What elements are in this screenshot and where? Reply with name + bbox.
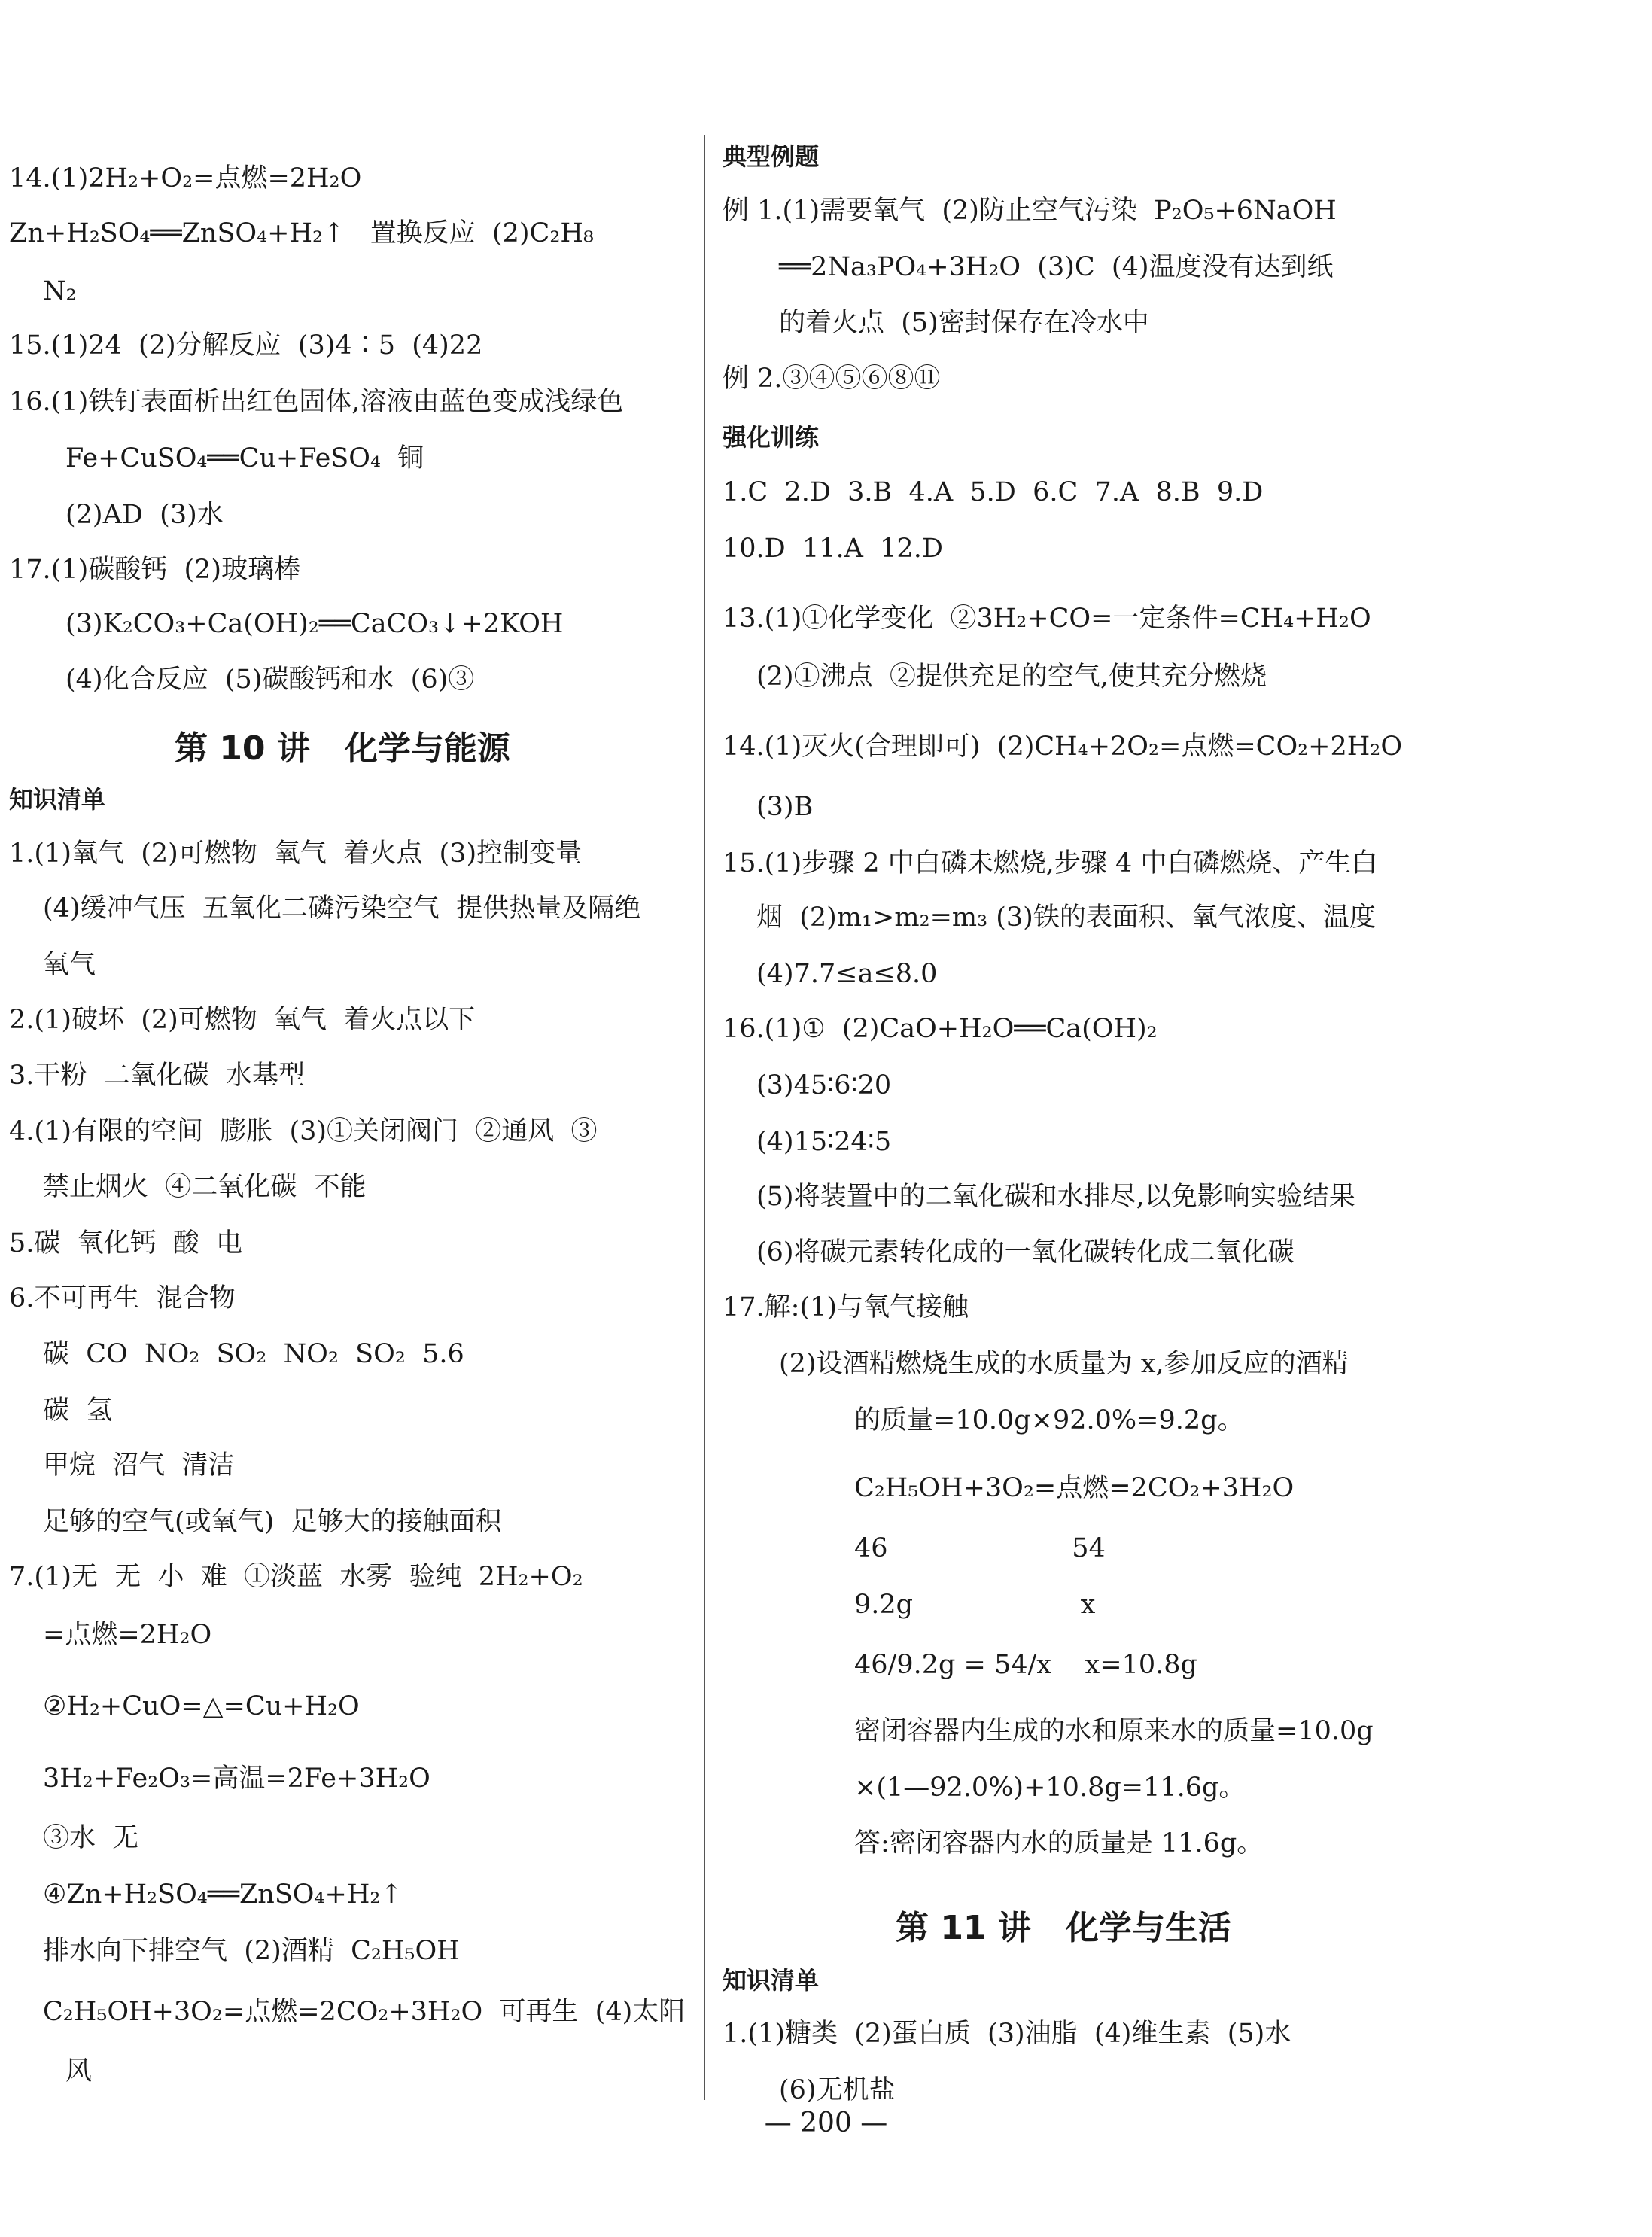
text-line: 1.(1)糖类 (2)蛋白质 (3)油脂 (4)维生素 (5)水 [723, 2019, 1291, 2049]
text-line: 例 2.③④⑤⑥⑧⑪ [723, 364, 941, 394]
text-line: (4)缓冲气压 五氧化二磷污染空气 提供热量及隔绝 [43, 893, 641, 924]
page-number: — 200 — [764, 2108, 888, 2138]
column-divider [704, 135, 705, 2100]
text-line: 甲烷 沼气 清洁 [43, 1450, 235, 1481]
text-line: 的质量=10.0g×92.0%=9.2g。 [854, 1405, 1244, 1435]
text-line: 2.(1)破坏 (2)可燃物 氧气 着火点以下 [9, 1005, 476, 1035]
text-line: 的着火点 (5)密封保存在冷水中 [779, 308, 1149, 338]
text-line: 氧气 [43, 950, 96, 980]
text-line: 16.(1)铁钉表面析出红色固体,溶液由蓝色变成浅绿色 [9, 387, 624, 417]
section-title: 知识清单 [723, 1966, 820, 1995]
text-line: ×(1—92.0%)+10.8g=11.6g。 [854, 1773, 1246, 1803]
text-line: 46/9.2g = 54/x x=10.8g [854, 1650, 1197, 1680]
text-line: 15.(1)24 (2)分解反应 (3)4∶5 (4)22 [9, 330, 483, 361]
text-line: ④Zn+H₂SO₄══ZnSO₄+H₂↑ [43, 1879, 403, 1910]
text-line: Fe+CuSO₄══Cu+FeSO₄ 铜 [65, 443, 424, 473]
text-line: 10.D 11.A 12.D [723, 534, 943, 564]
text-line: =点燃=2H₂O [43, 1620, 212, 1650]
section-title: 典型例题 [723, 142, 820, 171]
text-line: (3)45∶6∶20 [756, 1070, 892, 1100]
text-line: C₂H₅OH+3O₂=点燃=2CO₂+3H₂O 可再生 (4)太阳 [43, 1997, 686, 2027]
text-line: (6)将碳元素转化成的一氧化碳转化成二氧化碳 [756, 1237, 1295, 1268]
text-line: 1.(1)氧气 (2)可燃物 氧气 着火点 (3)控制变量 [9, 838, 583, 869]
text-line: (4)7.7≤a≤8.0 [756, 959, 938, 989]
text-line: 7.(1)无 无 小 难 ①淡蓝 水雾 验纯 2H₂+O₂ [9, 1562, 583, 1592]
text-line: ②H₂+CuO=△=Cu+H₂O [43, 1691, 360, 1721]
text-line: 3.干粉 二氧化碳 水基型 [9, 1061, 305, 1091]
text-line: 3H₂+Fe₂O₃=高温=2Fe+3H₂O [43, 1764, 430, 1794]
text-line: 16.(1)① (2)CaO+H₂O══Ca(OH)₂ [723, 1014, 1158, 1044]
text-line: Zn+H₂SO₄══ZnSO₄+H₂↑ 置换反应 (2)C₂H₈ [9, 218, 594, 248]
text-line: 碳 氢 [43, 1395, 113, 1426]
text-line: 14.(1)灭火(合理即可) (2)CH₄+2O₂=点燃=CO₂+2H₂O [723, 732, 1403, 762]
text-line: 1.C 2.D 3.B 4.A 5.D 6.C 7.A 8.B 9.D [723, 477, 1264, 507]
text-line: ③水 无 [43, 1823, 139, 1853]
text-line: C₂H₅OH+3O₂=点燃=2CO₂+3H₂O [854, 1473, 1295, 1503]
section-title: 知识清单 [9, 785, 106, 814]
text-line: (6)无机盐 [779, 2075, 896, 2105]
text-line: 密闭容器内生成的水和原来水的质量=10.0g [854, 1716, 1374, 1746]
text-line: (3)K₂CO₃+Ca(OH)₂══CaCO₃↓+2KOH [65, 609, 564, 639]
text-line: (5)将装置中的二氧化碳和水排尽,以免影响实验结果 [756, 1182, 1355, 1212]
text-line: 13.(1)①化学变化 ②3H₂+CO=一定条件=CH₄+H₂O [723, 604, 1371, 634]
text-line: 排水向下排空气 (2)酒精 C₂H₅OH [43, 1936, 460, 1966]
text-line: (2)AD (3)水 [65, 500, 224, 530]
text-line: 17.解:(1)与氧气接触 [723, 1292, 969, 1322]
text-line: (2)设酒精燃烧生成的水质量为 x,参加反应的酒精 [779, 1349, 1349, 1379]
text-line: 6.不可再生 混合物 [9, 1283, 236, 1313]
text-line: 14.(1)2H₂+O₂=点燃=2H₂O [9, 163, 362, 193]
text-line: (4)化合反应 (5)碳酸钙和水 (6)③ [65, 665, 475, 695]
text-line: 15.(1)步骤 2 中白磷未燃烧,步骤 4 中白磷燃烧、产生白 [723, 848, 1378, 878]
text-line: (4)15∶24∶5 [756, 1127, 892, 1157]
text-line: 4.(1)有限的空间 膨胀 (3)①关闭阀门 ②通风 ③ [9, 1116, 598, 1146]
text-line: 烟 (2)m₁>m₂=m₃ (3)铁的表面积、氧气浓度、温度 [756, 902, 1376, 933]
text-line: 例 1.(1)需要氧气 (2)防止空气污染 P₂O₅+6NaOH [723, 196, 1337, 226]
text-line: 17.(1)碳酸钙 (2)玻璃棒 [9, 555, 301, 585]
text-line: N₂ [43, 276, 77, 306]
chapter-11-title: 第 11 讲 化学与生活 [896, 1909, 1231, 1947]
text-line: 答:密闭容器内水的质量是 11.6g。 [854, 1828, 1264, 1858]
text-line: 禁止烟火 ④二氧化碳 不能 [43, 1172, 367, 1202]
section-title: 强化训练 [723, 423, 820, 452]
text-line: 碳 CO NO₂ SO₂ NO₂ SO₂ 5.6 [43, 1339, 464, 1369]
text-line: (3)B [756, 792, 814, 822]
text-line: 风 [65, 2056, 93, 2086]
text-line: 46 54 [854, 1533, 1106, 1563]
text-line: 足够的空气(或氧气) 足够大的接触面积 [43, 1507, 502, 1537]
chapter-10-title: 第 10 讲 化学与能源 [175, 729, 510, 768]
text-line: (2)①沸点 ②提供充足的空气,使其充分燃烧 [756, 662, 1267, 692]
text-line: ══2Na₃PO₄+3H₂O (3)C (4)温度没有达到纸 [779, 252, 1334, 282]
text-line: 5.碳 氧化钙 酸 电 [9, 1228, 243, 1259]
text-line: 9.2g x [854, 1590, 1096, 1620]
